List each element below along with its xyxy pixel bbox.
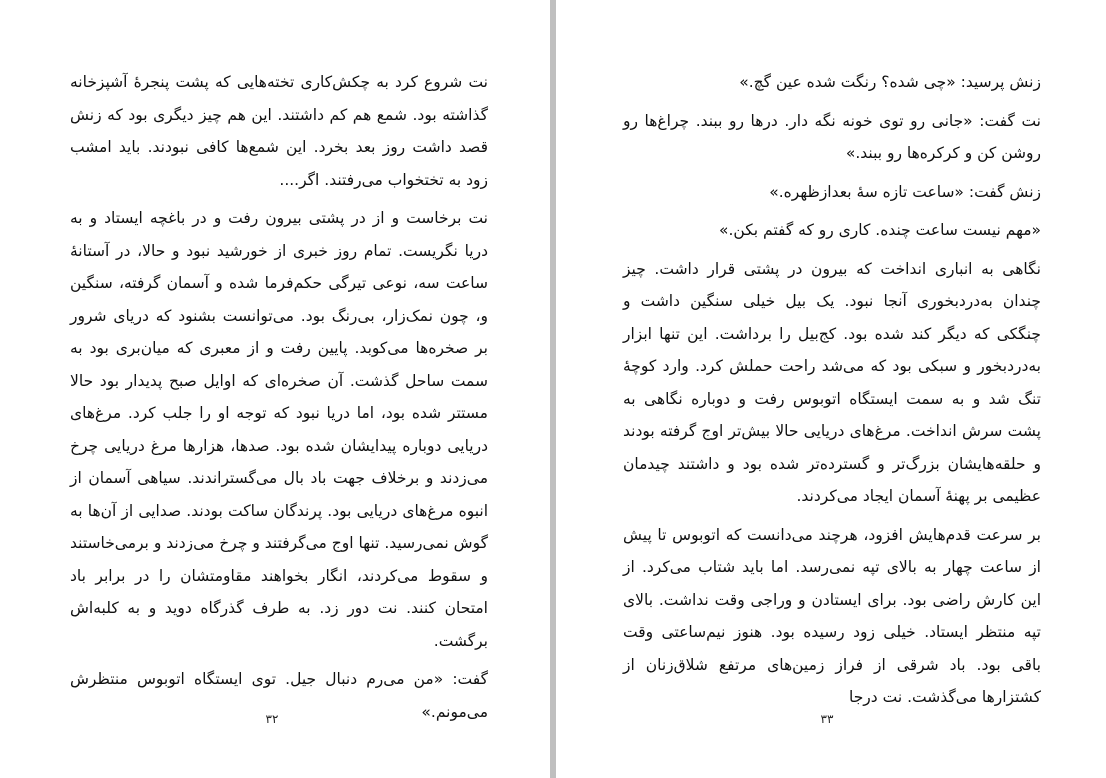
page-number: ۳۳ [820,712,834,726]
paragraph: گفت: «من می‌رم دنبال جیل. توی ایستگاه اتوبوس منتظرش می‌مونم.» [70,670,488,721]
left-page-text [70,66,488,734]
right-page [556,0,1106,778]
page-number: ۳۲ [265,712,279,726]
paragraph: بر سرعت قدم‌هایش افزود، هرچند می‌دانست که اتوبوس تا پیش از ساعت چهار به بالای تپه نمی‌رسد. اما باید شتاب می‌کرد. از این کارش راضی بود. برای ایستادن و وراجی وقت نداشت. بالای تپه منتظر ایستاد. خیلی زود رسیده بود. هنوز نیم‌ساعتی وقت باقی بود. باد شرقی از فراز زمین‌های مرتفع شلاق‌زنان از کشتزارها می‌گذشت. نت درجا [623,525,1041,706]
left-page [0,0,550,778]
paragraph: نت برخاست و از در پشتی بیرون رفت و در باغچه ایستاد و به دریا نگریست. تمام روز خبری از خورشید نبود و حالا، در آستانهٔ ساعت سه، نوعی تیرگی حکم‌فرما شده و آسمان گرفته، سنگین و، چون نمک‌زار، بی‌رنگ بود. می‌توانست بشنود که دریای شرور بر صخره‌ها می‌کوبد. پایین رفت و از معبری که میان‌بری بود به سمت ساحل گذشت. آن صخره‌ای که اوایل صبح پدیدار بود حالا مستتر شده بود، اما دریا نبود که توجه او را جلب کرد. مرغ‌های دریایی دوباره پیدایشان شده بود. صدها، هزارها مرغ دریایی چرخ می‌زدند و برخلاف جهت باد بال می‌گستراندند. سیاهی آسمان از انبوه مرغ‌های دریایی بود. پرندگان ساکت بودند. صدایی از آن‌ها به گوش نمی‌رسید. تنها اوج می‌گرفتند و چرخ می‌زدند و برمی‌خاستند و سقوط می‌کردند، انگار بخواهند مقاومتشان را در برابر باد امتحان کنند. نت دور زد. به طرف گذرگاه دوید و به کلبه‌اش برگشت. [70,209,488,650]
right-page-text [623,66,1041,720]
paragraph: «مهم نیست ساعت چنده. کاری رو که گفتم بکن.» [719,221,1041,239]
paragraph: نت شروع کرد به چکش‌کاری تخته‌هایی که پشت پنجرهٔ آشپزخانه گذاشته بود. شمع هم کم داشتند. این هم چیز دیگری بود که زنش قصد داشت روز بعد بخرد. این شمع‌ها کافی نبودند. باید امشب زود به تختخواب می‌رفتند. اگر.... [70,73,488,189]
paragraph: نگاهی به انباری انداخت که بیرون در پشتی قرار داشت. چیز چندان به‌دردبخوری آنجا نبود. یک بیل خیلی سنگین داشت و چنگکی که دیگر کند شده بود. کج‌بیل را برداشت. این تنها ابزار به‌دردبخور و سبکی بود که می‌شد راحت حملش کرد. وارد کوچهٔ تنگ شد و به سمت ایستگاه اتوبوس رفت و دوباره نگاهی به پشت سرش انداخت. مرغ‌های دریایی حالا بیش‌تر اوج گرفته بودند و حلقه‌هایشان بزرگ‌تر و گسترده‌تر شده بود و داشتند چیدمان عظیمی بر پهنهٔ آسمان ایجاد می‌کردند. [623,259,1041,505]
paragraph: زنش پرسید: «چی شده؟ رنگت شده عین گچ.» [739,73,1041,91]
paragraph: زنش گفت: «ساعت تازه سهٔ بعدازظهره.» [769,182,1041,201]
paragraph: نت گفت: «جانی رو توی خونه نگه دار. درها رو ببند. چراغ‌ها رو روشن کن و کرکره‌ها رو ببند.» [623,111,1041,162]
